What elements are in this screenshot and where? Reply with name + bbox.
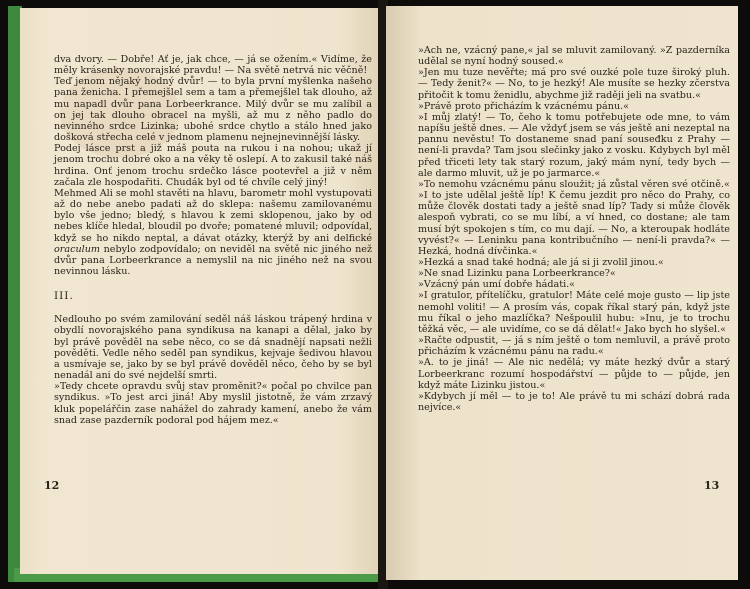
paragraph bbox=[54, 188, 372, 277]
chapter-heading: III. bbox=[54, 290, 74, 303]
page-number: 13 bbox=[704, 479, 720, 492]
dialogue-line: »Ach ne, vzácný pane,« jal se mluvit zamilovaný. »Z pazderníka udělal se nyní hodný soused.« bbox=[418, 45, 730, 68]
dialogue-line: »Kdybych jí měl — to je to! Ale právě tu mi schází dobrá rada nejvíce.« bbox=[418, 390, 730, 413]
dialogue-line: »To nemohu vzácnému pánu sloužit; já zůstal věren své otčině.« bbox=[418, 178, 730, 190]
dialogue-line: »I můj zlatý! — To, čeho k tomu potřebujete ode mne, to vám napíšu ještě dnes. — Ale vždyť jsem se vás ještě ani nezeptal na pannu nevěstu! To dostaneme snad paní souseđku z Prahy — není-li pravda? Tam jsou slečinky jako z vosku. Kdybych byl měl před třiceti lety tak starý rozum, jaký mám nyní, tedy bych — ale darmo mluvit, už je po jarmarce.« bbox=[418, 111, 730, 179]
right-page bbox=[386, 6, 738, 580]
italic-word: oraculum bbox=[54, 243, 100, 255]
paragraph-text: nebylo zodpovídalo; on neviděl na světě nic jiného než dvůr pana Lorbeerkrance a nemyslil na nic jiného než na svou nevinnou lásku. bbox=[54, 243, 372, 277]
dialogue-line: »I to jste udělal ještě líp! K čemu jezdit pro něco do Prahy, co může člověk dostati tady a ještě snad líp? Tady si může člověk alespoň vybrati, co se mu líbí, a ví hned, co dostane; ale tam musí být spokojen s tím, co mu dají. — No, a kteroupak hodláte vyvést?« — Leninku pana kontribučního — není-li pravda?« — Hezká, hodná dívčinka.« bbox=[418, 190, 730, 257]
dialogue-line: »Hezká a snad také hodná; ale já si ji zvolil jinou.« bbox=[418, 256, 664, 268]
right-page-text bbox=[418, 45, 730, 413]
paragraph: dva dvory. — Dobře! Ať je, jak chce, — já se ožením.« Vidíme, že měly krásenky novorajské pravdu! — Na světě netrvá nic věčně! bbox=[54, 54, 372, 77]
paragraph-text: Mehmed Ali se mohl stavěti na hlavu, barometr mohl vystupovati až do nebe anebo padati až do sklepa: našemu zamilovanému bylo vše jedno; bledý, s hlavou k zemi sklopenou, jako by od nebes klíče hledal, bloudil po dvoře; pomatené mluvil; odpovídal, když se ho nikdo neptal, a dávat otázky, kterýž by ani delfické bbox=[54, 187, 372, 244]
dialogue-line: »Ne snad Lizinku pana Lorbeerkrance?« bbox=[418, 268, 616, 280]
dialogue-line: »Račte odpustit, — já s ním ještě o tom nemluvil, a právě proto přicházím k vzácnému pánu na radu.« bbox=[418, 335, 730, 358]
paragraph: Podej lásce prst a již máš pouta na rukou i na nohou; ukaž jí jenom trochu dobré oko a na věky tě oslepí. A to zakusil také náš hrdina. Onť jenom trochu srdečko lásce pootevřel a již v něm začala zle hospodařiti. Chudák byl od té chvíle celý jiný! bbox=[54, 143, 372, 188]
dialogue-line: »Právě proto přicházím k vzácnému pánu.« bbox=[418, 100, 630, 112]
page-number: 12 bbox=[44, 479, 60, 492]
paragraph: »Tedy chcete opravdu svůj stav proměnit?« počal po chvilce pan syndikus. »To jest arci jiná! Aby myslil jistotně, že vám zrzavý kluk popelářčin zase nahážel do zahrady kamení, anebo že vám snad zase pazderník podoral pod hájem mez.« bbox=[54, 381, 372, 426]
left-page bbox=[20, 8, 384, 574]
paragraph: Teď jenom nějaký hodný dvůr! — to byla první myšlenka našeho pana ženicha. I přemejšlel sem a tam a přemejšlel tak dlouho, až mu napadl dvůr pana Lorbeerkrance. Milý dvůr se mu zalíbil a on jej tak dlouho obracel na myšli, až mu z něho padlo do nevinného srdce Lizinka; ubohé srdce chytlo a stálo hned jako došková střecha celé v jednom plamenu nejnejnevinnější lásky. bbox=[54, 76, 372, 144]
dialogue-line: »Jen mu tuze nevěřte; má pro své ouzké pole tuze široký pluh. — Tedy ženit?« — No, to je hezký! Ale musíte se hezky zčerstva přitočit k tomu ženidlu, abychme již raději jeli na svatbu.« bbox=[418, 67, 730, 101]
dialogue-line: »Vzácný pán umí dobře hádati.« bbox=[418, 279, 576, 291]
dialogue-line: »I gratulor, přítelíčku, gratulor! Máte celé moje gusto — lip jste nemohl voliti! — A prosím vás, copak říkal starý pán, když jste mu říkal o jeho mazlíčka? Nešpoulil hubu: »Inu, je to trochu těžká věc, — ale uvidíme, co se dá dělat!« Jako bych ho slyšel.« bbox=[418, 290, 730, 335]
dialogue-line: »A. to je jiná! — Ale nic nedělá; vy máte hezký dvůr a starý Lorbeerkranc rozumí hospodářství — půjde to — půjde, jen když máte Lizinku jistou.« bbox=[418, 357, 730, 391]
left-page-text bbox=[54, 54, 372, 426]
paragraph: Nedlouho po svém zamilování seděl náš láskou trápený hrdina v obydlí novorajského pana syndikusa na kanapi a dělal, jako by byl právě pověděl na sebe něco, co se dá snadnějí napsati nežli pověděti. Vedle něho seděl pan syndikus, kejvaje šedivou hlavou a usmívaje se, jako by se byl právě dověděl něco, čeho by se byl nenadál ani do své nejdelší smrti. bbox=[54, 314, 372, 382]
